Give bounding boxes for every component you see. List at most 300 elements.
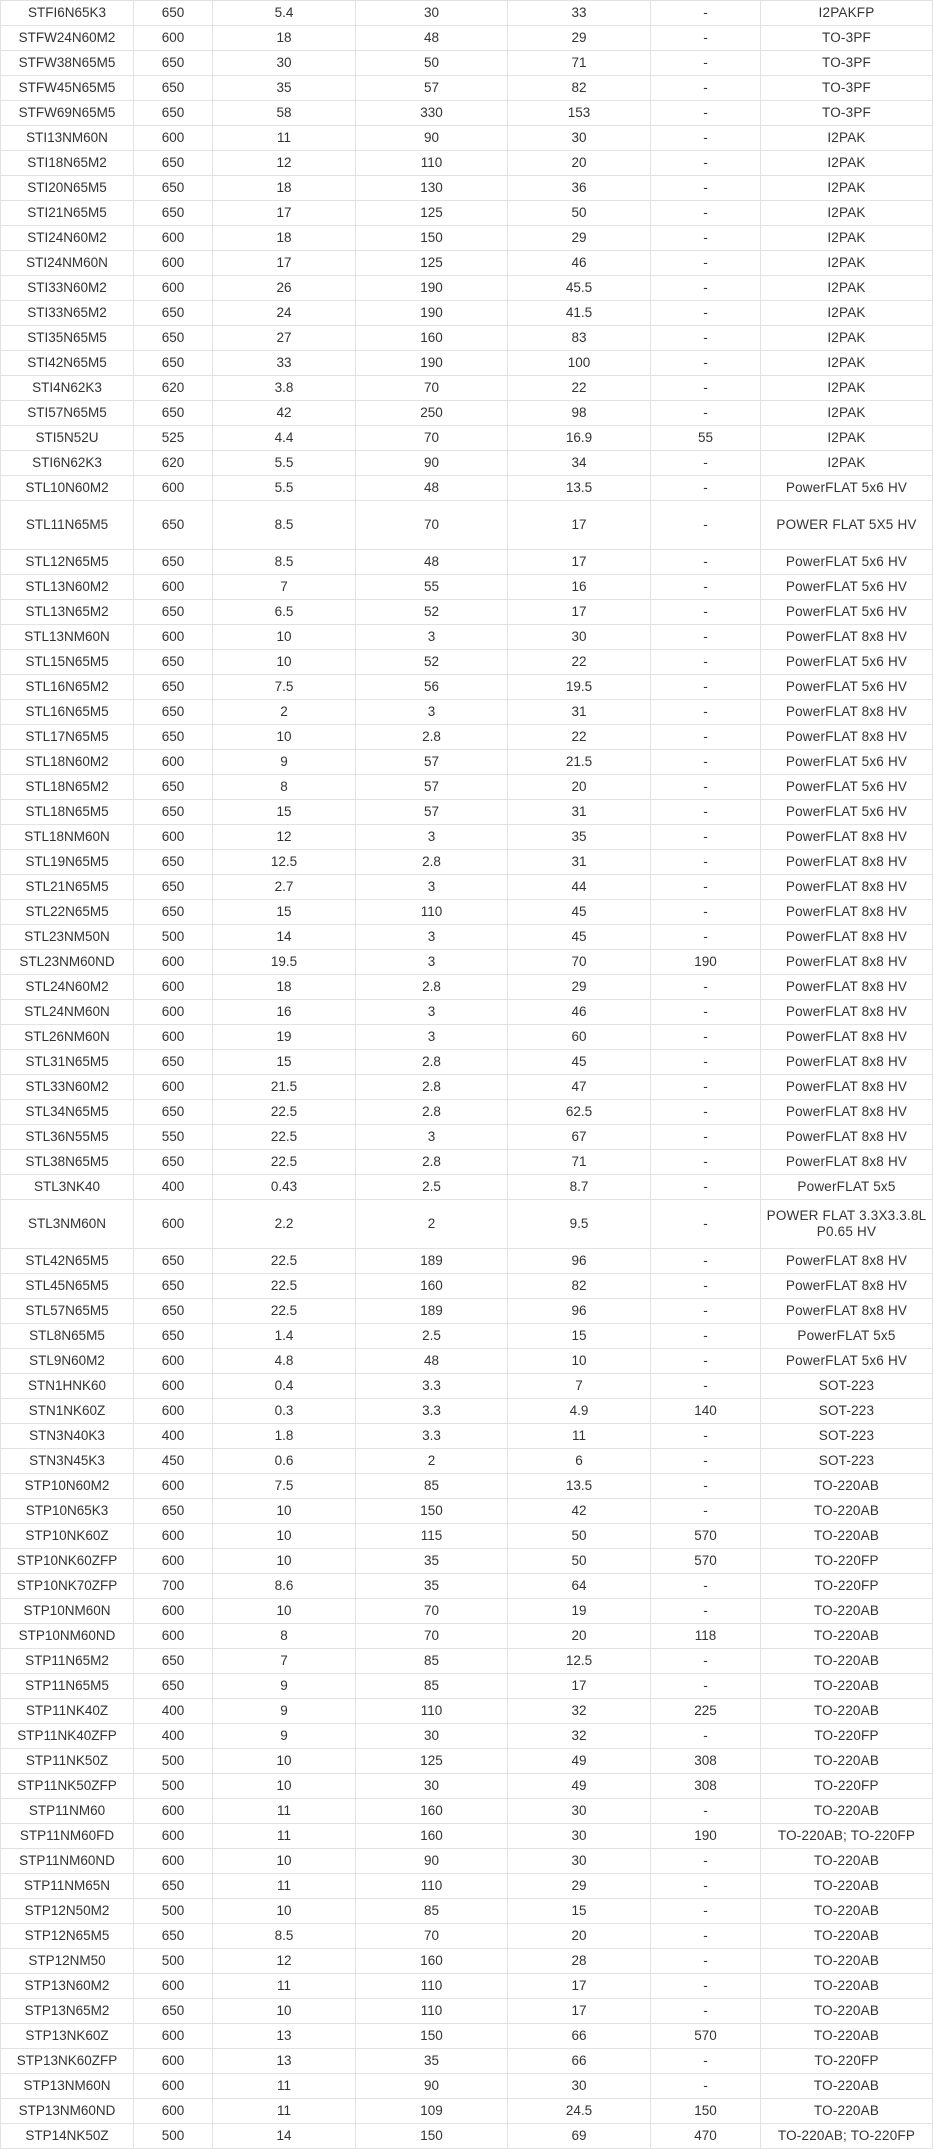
cell-col4: 45 [508,1050,651,1075]
cell-col4: 153 [508,101,651,126]
cell-current-a: 10 [213,1899,356,1924]
table-row [1,1574,933,1599]
cell-package: TO-220AB [761,1749,933,1774]
table-row [1,800,933,825]
cell-package: POWER FLAT 3.3X3.3.8L P0.65 HV [761,1200,933,1249]
cell-current-a: 18 [213,176,356,201]
cell-col3: 85 [356,1474,508,1499]
cell-col4: 46 [508,251,651,276]
cell-package: TO-220AB [761,1674,933,1699]
cell-current-a: 10 [213,1499,356,1524]
cell-col4: 33 [508,1,651,26]
cell-col4: 30 [508,1824,651,1849]
cell-col4: 49 [508,1749,651,1774]
cell-voltage-v: 650 [134,900,213,925]
cell-col5: - [651,600,761,625]
cell-col5: - [651,76,761,101]
cell-part-number: STP11NM60FD [1,1824,134,1849]
table-row [1,1774,933,1799]
cell-part-number: STP13NM60N [1,2074,134,2099]
table-row [1,101,933,126]
cell-voltage-v: 650 [134,301,213,326]
table-row [1,875,933,900]
cell-col3: 109 [356,2099,508,2124]
cell-voltage-v: 700 [134,1574,213,1599]
cell-col5: - [651,1274,761,1299]
table-row [1,51,933,76]
cell-part-number: STL31N65M5 [1,1050,134,1075]
table-row [1,226,933,251]
table-row [1,1649,933,1674]
cell-package: PowerFLAT 8x8 HV [761,975,933,1000]
cell-package: I2PAK [761,301,933,326]
cell-part-number: STI24N60M2 [1,226,134,251]
cell-current-a: 11 [213,1874,356,1899]
cell-voltage-v: 600 [134,1599,213,1624]
cell-current-a: 10 [213,625,356,650]
cell-part-number: STP13N60M2 [1,1974,134,1999]
cell-col4: 60 [508,1025,651,1050]
cell-voltage-v: 650 [134,201,213,226]
cell-package: TO-220FP [761,1549,933,1574]
table-row [1,1824,933,1849]
cell-col3: 160 [356,1824,508,1849]
cell-part-number: STL24NM60N [1,1000,134,1025]
cell-current-a: 22.5 [213,1249,356,1274]
table-row [1,1474,933,1499]
cell-col5: - [651,1349,761,1374]
cell-part-number: STI4N62K3 [1,376,134,401]
cell-col5: - [651,725,761,750]
table-row [1,825,933,850]
cell-package: I2PAK [761,276,933,301]
table-row [1,1799,933,1824]
cell-part-number: STN3N40K3 [1,1424,134,1449]
cell-part-number: STI42N65M5 [1,351,134,376]
cell-current-a: 15 [213,900,356,925]
cell-current-a: 4.8 [213,1349,356,1374]
cell-current-a: 15 [213,800,356,825]
cell-package: TO-220AB [761,1799,933,1824]
cell-part-number: STP10N60M2 [1,1474,134,1499]
cell-current-a: 33 [213,351,356,376]
cell-package: TO-220AB [761,1999,933,2024]
cell-package: TO-220AB [761,1899,933,1924]
cell-part-number: STP10NK70ZFP [1,1574,134,1599]
cell-col4: 46 [508,1000,651,1025]
cell-part-number: STI24NM60N [1,251,134,276]
table-row [1,1674,933,1699]
cell-col4: 17 [508,501,651,550]
cell-voltage-v: 650 [134,1324,213,1349]
cell-col5: 190 [651,1824,761,1849]
table-row [1,1424,933,1449]
cell-current-a: 27 [213,326,356,351]
cell-voltage-v: 650 [134,850,213,875]
cell-col3: 2.5 [356,1175,508,1200]
cell-col3: 57 [356,800,508,825]
cell-col5: - [651,2049,761,2074]
cell-col4: 31 [508,800,651,825]
cell-voltage-v: 600 [134,476,213,501]
cell-part-number: STL22N65M5 [1,900,134,925]
cell-col4: 17 [508,1674,651,1699]
cell-col4: 28 [508,1949,651,1974]
cell-voltage-v: 600 [134,276,213,301]
cell-col4: 22 [508,650,651,675]
cell-part-number: STP11NM65N [1,1874,134,1899]
cell-col5: 118 [651,1624,761,1649]
cell-current-a: 8 [213,775,356,800]
cell-col5: - [651,975,761,1000]
cell-col5: - [651,800,761,825]
cell-current-a: 10 [213,1549,356,1574]
cell-col5: - [651,1075,761,1100]
cell-part-number: STP11NK50Z [1,1749,134,1774]
cell-col3: 110 [356,1874,508,1899]
cell-col3: 115 [356,1524,508,1549]
cell-col4: 82 [508,1274,651,1299]
table-row [1,1050,933,1075]
cell-voltage-v: 650 [134,875,213,900]
cell-col5: - [651,501,761,550]
table-row [1,326,933,351]
table-row [1,650,933,675]
table-row [1,1125,933,1150]
cell-part-number: STI33N65M2 [1,301,134,326]
cell-voltage-v: 600 [134,1524,213,1549]
table-row [1,151,933,176]
cell-package: PowerFLAT 8x8 HV [761,900,933,925]
cell-part-number: STL13N65M2 [1,600,134,625]
cell-col4: 32 [508,1724,651,1749]
cell-current-a: 24 [213,301,356,326]
cell-col4: 6 [508,1449,651,1474]
cell-package: TO-220AB [761,1499,933,1524]
cell-voltage-v: 650 [134,675,213,700]
table-row [1,1150,933,1175]
cell-col5: - [651,1574,761,1599]
cell-part-number: STP12NM50 [1,1949,134,1974]
cell-voltage-v: 650 [134,176,213,201]
table-row [1,1025,933,1050]
cell-col4: 29 [508,26,651,51]
cell-voltage-v: 400 [134,1424,213,1449]
cell-package: SOT-223 [761,1374,933,1399]
cell-current-a: 9 [213,750,356,775]
cell-package: TO-220AB [761,2099,933,2124]
cell-col5: - [651,1649,761,1674]
cell-current-a: 8.5 [213,501,356,550]
cell-col5: - [651,1299,761,1324]
table-row [1,1599,933,1624]
cell-col3: 189 [356,1299,508,1324]
cell-current-a: 22.5 [213,1299,356,1324]
cell-col5: - [651,1249,761,1274]
cell-part-number: STL26NM60N [1,1025,134,1050]
cell-voltage-v: 600 [134,251,213,276]
cell-col4: 44 [508,875,651,900]
cell-current-a: 17 [213,251,356,276]
cell-current-a: 13 [213,2024,356,2049]
cell-col5: - [651,1599,761,1624]
cell-current-a: 17 [213,201,356,226]
cell-package: PowerFLAT 5x6 HV [761,750,933,775]
table-row [1,1100,933,1125]
cell-voltage-v: 650 [134,1499,213,1524]
cell-col3: 52 [356,650,508,675]
cell-current-a: 10 [213,1849,356,1874]
cell-col5: - [651,301,761,326]
cell-col4: 22 [508,376,651,401]
cell-voltage-v: 650 [134,501,213,550]
cell-part-number: STP12N50M2 [1,1899,134,1924]
cell-col4: 50 [508,1549,651,1574]
table-row [1,725,933,750]
cell-part-number: STL13NM60N [1,625,134,650]
cell-col3: 3 [356,1025,508,1050]
cell-voltage-v: 600 [134,1974,213,1999]
cell-col3: 90 [356,451,508,476]
cell-col3: 48 [356,26,508,51]
cell-col4: 20 [508,775,651,800]
cell-voltage-v: 650 [134,101,213,126]
cell-part-number: STP10NK60ZFP [1,1549,134,1574]
cell-col5: 55 [651,426,761,451]
cell-col5: 570 [651,2024,761,2049]
cell-col4: 30 [508,126,651,151]
cell-col3: 160 [356,1799,508,1824]
cell-part-number: STI21N65M5 [1,201,134,226]
cell-col4: 20 [508,1624,651,1649]
cell-col3: 57 [356,775,508,800]
cell-col5: - [651,775,761,800]
cell-col4: 96 [508,1299,651,1324]
cell-voltage-v: 500 [134,1899,213,1924]
cell-part-number: STL8N65M5 [1,1324,134,1349]
cell-package: PowerFLAT 5x6 HV [761,775,933,800]
table-row [1,1899,933,1924]
cell-part-number: STP13NK60Z [1,2024,134,2049]
cell-col5: - [651,1424,761,1449]
cell-voltage-v: 650 [134,775,213,800]
table-row [1,675,933,700]
cell-col4: 50 [508,1524,651,1549]
cell-voltage-v: 600 [134,1075,213,1100]
cell-col4: 15 [508,1324,651,1349]
cell-current-a: 9 [213,1724,356,1749]
cell-col3: 48 [356,1349,508,1374]
cell-col5: - [651,1499,761,1524]
cell-col3: 70 [356,426,508,451]
cell-current-a: 11 [213,1974,356,1999]
cell-package: TO-220AB [761,1649,933,1674]
cell-part-number: STL18N65M2 [1,775,134,800]
cell-package: TO-220FP [761,1724,933,1749]
cell-current-a: 12 [213,151,356,176]
cell-current-a: 10 [213,725,356,750]
cell-col5: - [651,650,761,675]
cell-col3: 3 [356,875,508,900]
cell-part-number: STN1NK60Z [1,1399,134,1424]
cell-package: TO-220AB [761,1849,933,1874]
table-row [1,1549,933,1574]
table-row [1,1075,933,1100]
cell-voltage-v: 650 [134,151,213,176]
cell-col3: 30 [356,1724,508,1749]
cell-part-number: STI35N65M5 [1,326,134,351]
cell-current-a: 10 [213,1599,356,1624]
cell-part-number: STI18N65M2 [1,151,134,176]
cell-package: PowerFLAT 5x6 HV [761,476,933,501]
cell-col5: - [651,625,761,650]
cell-col4: 96 [508,1249,651,1274]
cell-part-number: STL12N65M5 [1,550,134,575]
cell-col5: - [651,1000,761,1025]
cell-col4: 62.5 [508,1100,651,1125]
table-row [1,1175,933,1200]
cell-part-number: STL16N65M2 [1,675,134,700]
cell-col4: 24.5 [508,2099,651,2124]
cell-col3: 85 [356,1899,508,1924]
cell-col5: - [651,550,761,575]
table-row [1,1949,933,1974]
cell-col5: - [651,825,761,850]
cell-voltage-v: 600 [134,1549,213,1574]
cell-col4: 36 [508,176,651,201]
cell-col5: 308 [651,1774,761,1799]
cell-voltage-v: 600 [134,625,213,650]
cell-package: I2PAK [761,401,933,426]
cell-package: PowerFLAT 8x8 HV [761,1075,933,1100]
cell-col4: 31 [508,700,651,725]
cell-col3: 125 [356,201,508,226]
cell-voltage-v: 400 [134,1175,213,1200]
cell-col4: 45.5 [508,276,651,301]
table-row [1,351,933,376]
cell-part-number: STFW38N65M5 [1,51,134,76]
table-row [1,1624,933,1649]
cell-package: I2PAK [761,126,933,151]
cell-package: PowerFLAT 8x8 HV [761,850,933,875]
table-row [1,401,933,426]
cell-col4: 30 [508,1849,651,1874]
cell-voltage-v: 500 [134,1774,213,1799]
cell-part-number: STP11N65M2 [1,1649,134,1674]
cell-col3: 3 [356,950,508,975]
cell-voltage-v: 650 [134,1674,213,1699]
table-row [1,1374,933,1399]
cell-package: TO-220AB; TO-220FP [761,1824,933,1849]
table-row [1,1399,933,1424]
cell-voltage-v: 400 [134,1724,213,1749]
cell-voltage-v: 600 [134,825,213,850]
table-row [1,2099,933,2124]
table-row [1,201,933,226]
cell-package: I2PAKFP [761,1,933,26]
cell-voltage-v: 500 [134,925,213,950]
cell-current-a: 14 [213,925,356,950]
cell-voltage-v: 525 [134,426,213,451]
cell-package: PowerFLAT 8x8 HV [761,725,933,750]
cell-part-number: STFW45N65M5 [1,76,134,101]
table-row [1,426,933,451]
cell-part-number: STL34N65M5 [1,1100,134,1125]
cell-col5: - [651,1849,761,1874]
cell-voltage-v: 650 [134,1050,213,1075]
cell-package: TO-220AB [761,2074,933,2099]
cell-col3: 85 [356,1674,508,1699]
cell-voltage-v: 650 [134,1649,213,1674]
cell-part-number: STP12N65M5 [1,1924,134,1949]
cell-col4: 45 [508,925,651,950]
cell-current-a: 19 [213,1025,356,1050]
cell-voltage-v: 500 [134,1749,213,1774]
cell-part-number: STFI6N65K3 [1,1,134,26]
cell-package: TO-220AB [761,1624,933,1649]
cell-part-number: STP10N65K3 [1,1499,134,1524]
cell-col5: 570 [651,1549,761,1574]
table-row [1,1849,933,1874]
cell-col3: 35 [356,1549,508,1574]
cell-part-number: STP13NK60ZFP [1,2049,134,2074]
table-row [1,126,933,151]
cell-col4: 64 [508,1574,651,1599]
cell-col3: 110 [356,900,508,925]
table-row [1,1724,933,1749]
table-row [1,1324,933,1349]
cell-col5: 140 [651,1399,761,1424]
cell-package: I2PAK [761,226,933,251]
cell-col5: - [651,101,761,126]
cell-current-a: 0.6 [213,1449,356,1474]
cell-voltage-v: 650 [134,800,213,825]
table-row [1,2124,933,2149]
cell-col5: - [651,925,761,950]
cell-package: PowerFLAT 8x8 HV [761,875,933,900]
table-row [1,1999,933,2024]
cell-col3: 3 [356,825,508,850]
table-row [1,1000,933,1025]
cell-col4: 83 [508,326,651,351]
cell-part-number: STL18N65M5 [1,800,134,825]
table-row [1,251,933,276]
cell-current-a: 7.5 [213,675,356,700]
cell-voltage-v: 600 [134,1824,213,1849]
cell-current-a: 21.5 [213,1075,356,1100]
cell-part-number: STL33N60M2 [1,1075,134,1100]
cell-package: TO-220AB [761,1524,933,1549]
cell-col4: 20 [508,1924,651,1949]
cell-col3: 90 [356,1849,508,1874]
cell-current-a: 22.5 [213,1274,356,1299]
cell-current-a: 6.5 [213,600,356,625]
cell-current-a: 26 [213,276,356,301]
cell-voltage-v: 600 [134,1374,213,1399]
cell-col3: 150 [356,2024,508,2049]
cell-col3: 330 [356,101,508,126]
cell-col4: 41.5 [508,301,651,326]
cell-col4: 11 [508,1424,651,1449]
cell-col5: - [651,900,761,925]
cell-col3: 2.8 [356,1150,508,1175]
cell-package: TO-220AB [761,1949,933,1974]
cell-current-a: 9 [213,1699,356,1724]
cell-current-a: 11 [213,2099,356,2124]
cell-current-a: 11 [213,1824,356,1849]
cell-part-number: STP11N65M5 [1,1674,134,1699]
cell-col5: - [651,126,761,151]
